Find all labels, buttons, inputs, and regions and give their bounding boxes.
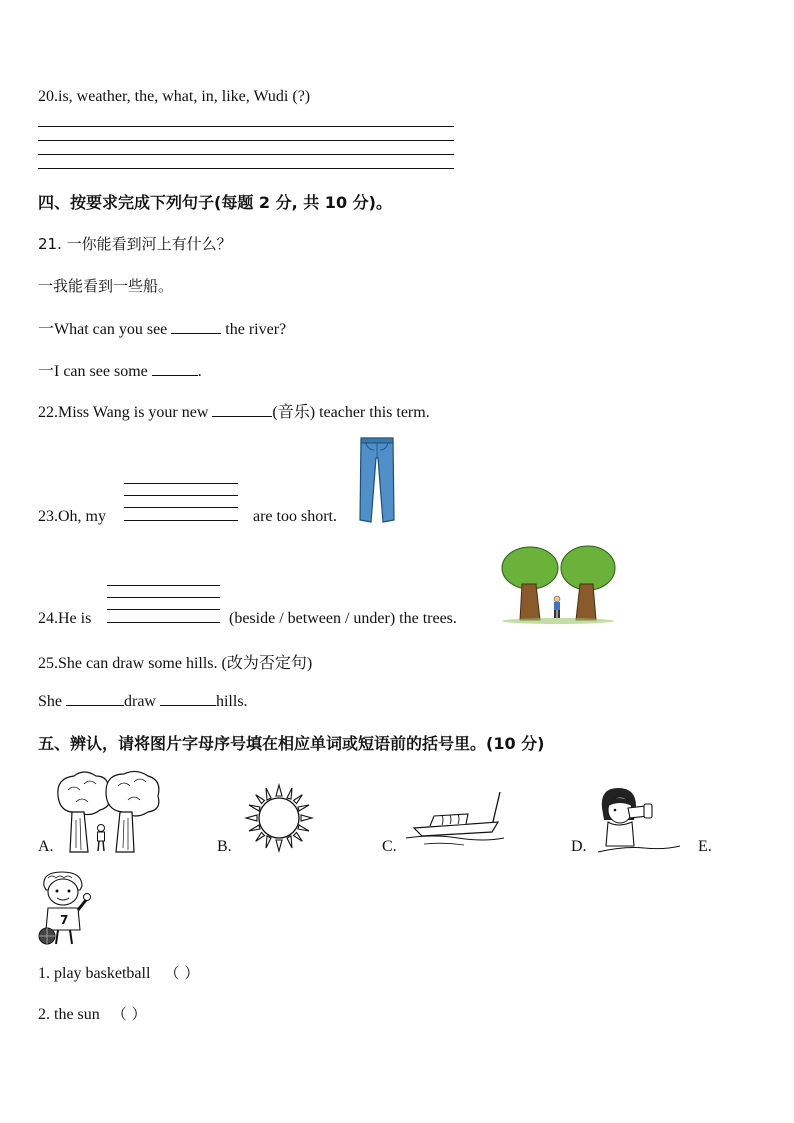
answer-line	[107, 609, 220, 610]
answer-line	[124, 507, 238, 508]
answer-line	[38, 168, 454, 169]
question-20: 20.is, weather, the, what, in, like, Wudi (?)	[38, 88, 311, 105]
option-e-letter: E.	[698, 838, 712, 855]
question-21-english-a: 一I can see some .	[38, 363, 202, 380]
section-5-title: 五、辨认，请将图片字母序号填在相应单词或短语前的括号里。(10 分)	[38, 734, 545, 753]
question-23-tail: are too short.	[253, 508, 337, 525]
answer-line	[107, 597, 220, 598]
fill-blank[interactable]	[160, 691, 216, 706]
boat-icon	[404, 790, 506, 852]
boy-basketball-icon	[36, 870, 92, 946]
section-4-title: 四、按要求完成下列句子(每题 2 分, 共 10 分)。	[38, 193, 392, 212]
question-21-chinese-answer: 一我能看到一些船。	[38, 277, 174, 295]
answer-line	[124, 483, 238, 484]
question-21-english-q: 一What can you see the river?	[38, 321, 287, 338]
option-c-letter: C.	[382, 838, 397, 855]
question-25: 25.She can draw some hills. (改为否定句)	[38, 655, 313, 672]
question-24-tail: (beside / between / under) the trees.	[229, 610, 457, 627]
girl-binoculars-icon	[594, 784, 684, 856]
item-1-label: 1. play basketball	[38, 965, 151, 982]
fill-blank[interactable]	[212, 402, 272, 417]
option-a-letter: A.	[38, 838, 54, 855]
question-23-text: 23.Oh, my	[38, 508, 106, 525]
trees-boy-icon	[54, 770, 164, 854]
answer-line[interactable]	[124, 520, 238, 521]
answer-line	[38, 154, 454, 155]
question-24-text: 24.He is	[38, 610, 92, 627]
item-1	[38, 962, 199, 983]
sun-icon	[244, 783, 314, 853]
answer-line	[107, 585, 220, 586]
question-22: 22.Miss Wang is your new (音乐) teacher this term.	[38, 404, 430, 421]
trees-boy-icon	[500, 544, 616, 624]
svg-text:7: 7	[60, 913, 69, 927]
fill-blank[interactable]	[152, 361, 198, 376]
fill-blank[interactable]	[171, 319, 221, 334]
answer-paren[interactable]: （ ）	[111, 1005, 147, 1023]
answer-line[interactable]	[107, 622, 220, 623]
question-21-chinese: 21. 一你能看到河上有什么？	[38, 235, 232, 253]
fill-blank[interactable]	[66, 691, 124, 706]
answer-line	[38, 140, 454, 141]
question-25-answer: She draw hills.	[38, 693, 248, 710]
option-d-letter: D.	[571, 838, 587, 855]
jeans-icon	[358, 436, 396, 524]
answer-paren[interactable]: （ ）	[164, 964, 200, 982]
item-2-label: 2. the sun	[38, 1006, 100, 1023]
option-b-letter: B.	[217, 838, 232, 855]
answer-line	[124, 495, 238, 496]
answer-line	[38, 126, 454, 127]
item-2	[38, 1003, 147, 1024]
